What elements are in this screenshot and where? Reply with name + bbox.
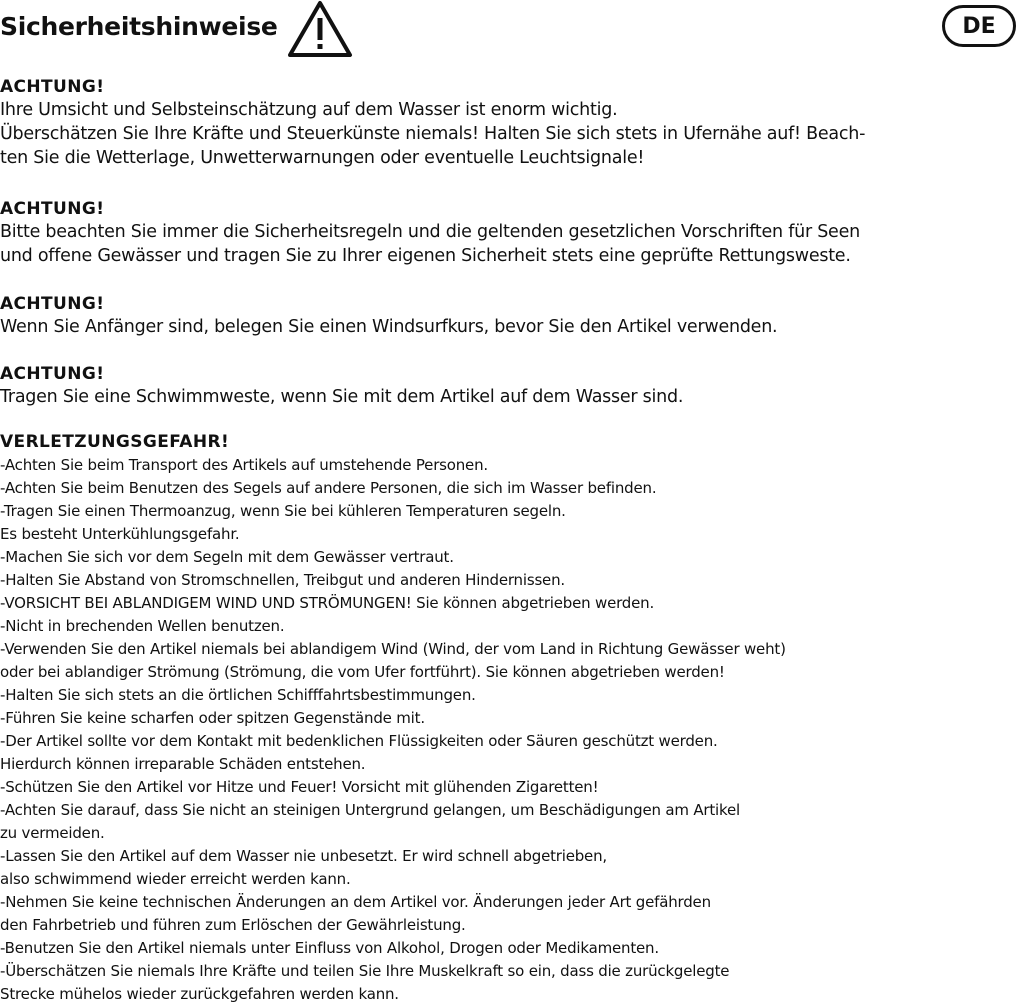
warning-text-line: Wenn Sie Anfänger sind, belegen Sie einen Windsurfkurs, bevor Sie den Artikel verwenden. — [0, 317, 778, 337]
injury-risk-section — [0, 431, 1024, 1006]
warning-text-line: Ihre Umsicht und Selbsteinschätzung auf dem Wasser ist enorm wichtig. — [0, 100, 618, 120]
injury-risk-line: -Machen Sie sich vor dem Segeln mit dem Gewässer vertraut. — [0, 548, 454, 566]
warning-block-2 — [0, 198, 1024, 268]
injury-risk-line: -Führen Sie keine scharfen oder spitzen Gegenstände mit. — [0, 709, 425, 727]
warning-block-1 — [0, 76, 1024, 170]
injury-risk-line: Es besteht Unterkühlungsgefahr. — [0, 525, 240, 543]
warning-heading: ACHTUNG! — [0, 294, 105, 314]
injury-risk-line: -Lassen Sie den Artikel auf dem Wasser nie unbesetzt. Er wird schnell abgetrieben, — [0, 847, 607, 865]
page-title: Sicherheitshinweise — [0, 12, 278, 41]
warning-text-line: Tragen Sie eine Schwimmweste, wenn Sie mit dem Artikel auf dem Wasser sind. — [0, 387, 684, 407]
warning-heading: ACHTUNG! — [0, 364, 105, 384]
injury-risk-line: zu vermeiden. — [0, 824, 105, 842]
injury-risk-line: -Tragen Sie einen Thermoanzug, wenn Sie bei kühleren Temperaturen segeln. — [0, 502, 566, 520]
warning-text-line: Bitte beachten Sie immer die Sicherheitsregeln und die geltenden gesetzlichen Vorschriften für Seen — [0, 222, 860, 242]
warning-heading: ACHTUNG! — [0, 77, 105, 97]
injury-risk-line: -Achten Sie beim Benutzen des Segels auf andere Personen, die sich im Wasser befinden. — [0, 479, 657, 497]
warning-text-line: ten Sie die Wetterlage, Unwetterwarnungen oder eventuelle Leuchtsignale! — [0, 148, 645, 168]
injury-risk-line: -Verwenden Sie den Artikel niemals bei ablandigem Wind (Wind, der vom Land in Richtung Gewässer weht) — [0, 640, 786, 658]
injury-risk-line: oder bei ablandiger Strömung (Strömung, die vom Ufer fortführt). Sie können abgetrieben werden! — [0, 663, 725, 681]
warning-block-3 — [0, 293, 1024, 339]
injury-risk-line: -Achten Sie beim Transport des Artikels auf umstehende Personen. — [0, 456, 488, 474]
warning-heading: ACHTUNG! — [0, 199, 105, 219]
injury-risk-line: -VORSICHT BEI ABLANDIGEM WIND UND STRÖMUNGEN! Sie können abgetrieben werden. — [0, 594, 655, 612]
warning-text-line: Überschätzen Sie Ihre Kräfte und Steuerkünste niemals! Halten Sie sich stets in Ufernähe auf! Beach- — [0, 124, 866, 144]
injury-risk-line: -Nehmen Sie keine technischen Änderungen an dem Artikel vor. Änderungen jeder Art gefährden — [0, 893, 711, 911]
injury-risk-line: -Halten Sie Abstand von Stromschnellen, Treibgut und anderen Hindernissen. — [0, 571, 565, 589]
injury-risk-line: -Schützen Sie den Artikel vor Hitze und Feuer! Vorsicht mit glühenden Zigaretten! — [0, 778, 599, 796]
language-badge: DE — [942, 5, 1016, 47]
injury-risk-line: -Benutzen Sie den Artikel niemals unter Einfluss von Alkohol, Drogen oder Medikamenten. — [0, 939, 659, 957]
injury-risk-line: -Halten Sie sich stets an die örtlichen Schifffahrtsbestimmungen. — [0, 686, 476, 704]
injury-risk-line: Hierdurch können irreparable Schäden entstehen. — [0, 755, 366, 773]
safety-content — [0, 76, 1024, 1006]
injury-risk-line: -Nicht in brechenden Wellen benutzen. — [0, 617, 285, 635]
warning-text-line: und offene Gewässer und tragen Sie zu Ihrer eigenen Sicherheit stets eine geprüfte Rettungsweste. — [0, 246, 851, 266]
warning-triangle-icon — [287, 0, 353, 58]
injury-risk-line: -Achten Sie darauf, dass Sie nicht an steinigen Untergrund gelangen, um Beschädigungen am Artikel — [0, 801, 740, 819]
injury-risk-line: -Überschätzen Sie niemals Ihre Kräfte und teilen Sie Ihre Muskelkraft so ein, dass die zurückgelegte — [0, 962, 730, 980]
warning-block-4 — [0, 363, 1024, 409]
injury-risk-line: den Fahrbetrieb und führen zum Erlöschen der Gewährleistung. — [0, 916, 466, 934]
injury-risk-heading: VERLETZUNGSGEFAHR! — [0, 432, 230, 452]
injury-risk-line: -Der Artikel sollte vor dem Kontakt mit bedenklichen Flüssigkeiten oder Säuren geschützt werden. — [0, 732, 718, 750]
injury-risk-line: Strecke mühelos wieder zurückgefahren werden kann. — [0, 985, 399, 1003]
injury-risk-line: also schwimmend wieder erreicht werden kann. — [0, 870, 351, 888]
